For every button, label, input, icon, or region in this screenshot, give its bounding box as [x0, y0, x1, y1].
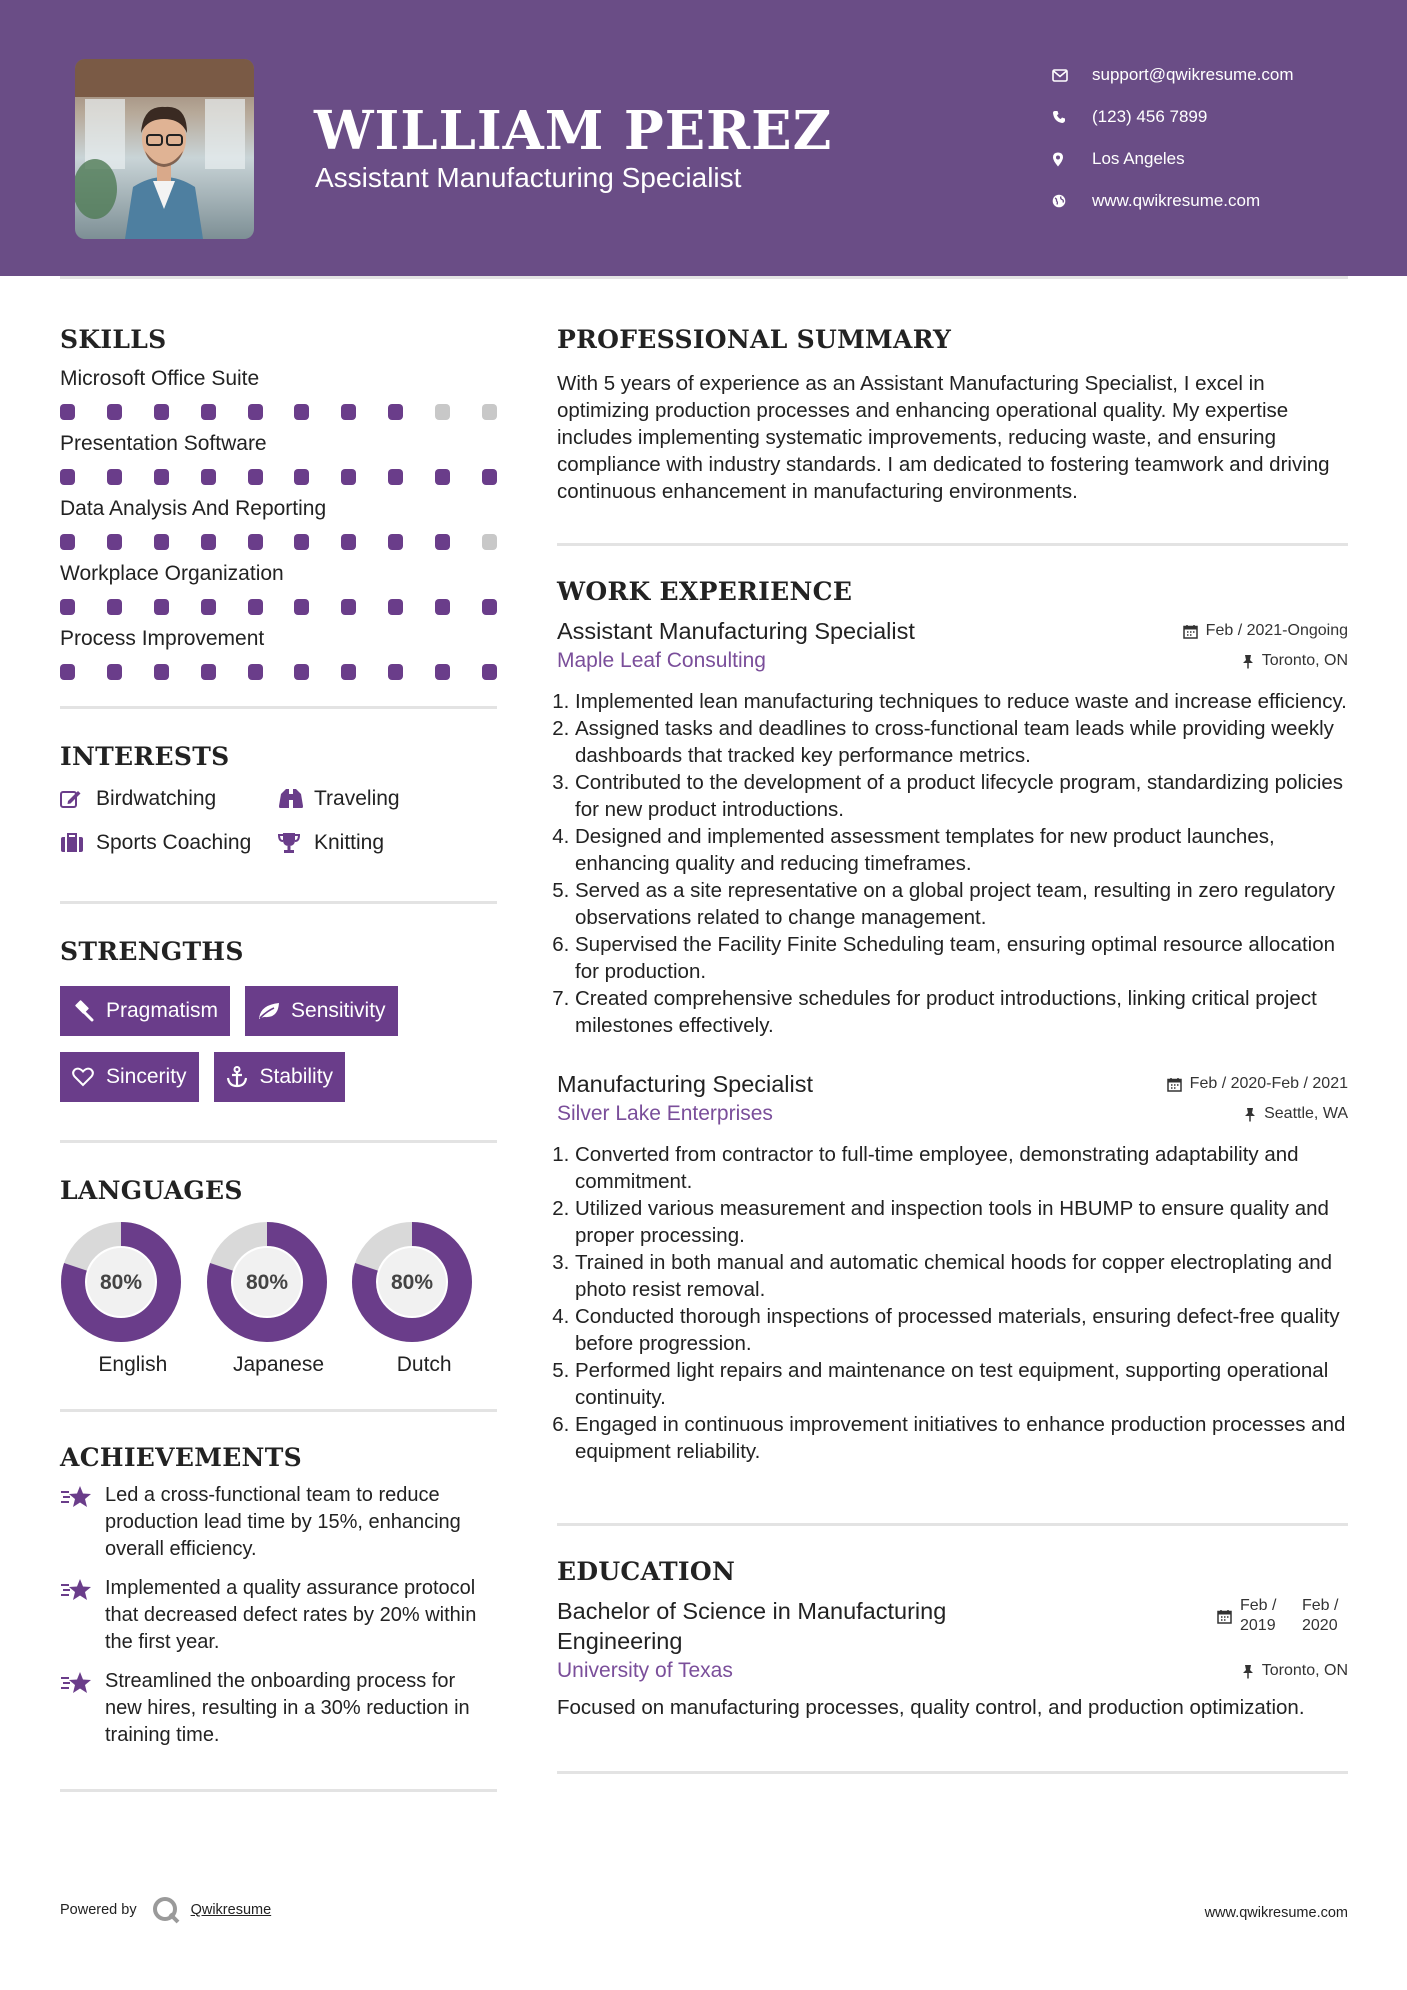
- duty-item: 3. Trained in both manual and automatic chemical hoods for copper electroplating and photo resist removal.: [575, 1249, 1348, 1303]
- school-name: University of Texas: [557, 1659, 733, 1682]
- interest-item: [278, 785, 478, 813]
- education-date-start: Feb / 2019: [1240, 1597, 1277, 1634]
- skill-dot: [435, 599, 450, 615]
- skill-dot: [482, 664, 497, 680]
- job-location-text: Toronto, ON: [1261, 652, 1348, 669]
- achievements-section: [60, 1438, 497, 1749]
- strength-label: Stability: [259, 1065, 334, 1088]
- skill-dot: [201, 664, 216, 680]
- strengths-heading: STRENGTHS: [60, 937, 244, 966]
- skill-dot: [388, 404, 403, 420]
- star-icon: [60, 1668, 105, 1749]
- interests-heading: INTERESTS: [60, 742, 230, 771]
- skill-dot: [388, 469, 403, 485]
- job-dates-text: Feb / 2020-Feb / 2021: [1189, 1075, 1348, 1092]
- skill-dot: [435, 664, 450, 680]
- experience-section: [557, 572, 1348, 1465]
- achievement-text: Led a cross-functional team to reduce production lead time by 15%, enhancing overall efficiency.: [105, 1484, 461, 1560]
- language-name: Dutch: [396, 1353, 452, 1376]
- interests-section: [60, 737, 497, 857]
- footer-powered: [60, 1895, 271, 1925]
- skill-dot: [201, 404, 216, 420]
- duty-item: 1. Converted from contractor to full-time employee, demonstrating adaptability and commitment.: [575, 1141, 1348, 1195]
- skill-dot: [107, 534, 122, 550]
- skill-dot: [201, 469, 216, 485]
- skill-dot: [107, 599, 122, 615]
- job-dates: [1183, 616, 1348, 646]
- skill-dot: [388, 664, 403, 680]
- skill-dot: [60, 404, 75, 420]
- duty-item: 5. Served as a site representative on a global project team, resulting in zero regulatory observations related to change management.: [575, 877, 1348, 931]
- skill-rating: [60, 599, 497, 615]
- duty-item: 4. Designed and implemented assessment templates for new product launches, enhancing quality and reducing timeframes.: [575, 823, 1348, 877]
- summary-text: With 5 years of experience as an Assistant Manufacturing Specialist, I excel in optimizing production processes and enhancing operational quality. My expertise includes implementing systematic improvements, reducing waste, and ensuring compliance with industry standards. I am dedicated to fostering teamwork and driving continuous enhancement in manufacturing environments.: [557, 372, 1330, 503]
- pushpin-icon: [1242, 654, 1254, 669]
- pushpin-icon: [1244, 1107, 1256, 1122]
- education-description: Focused on manufacturing processes, quality control, and production optimization.: [557, 1696, 1305, 1719]
- interest-label: Knitting: [314, 831, 385, 854]
- job-dates: [1167, 1069, 1348, 1099]
- leaf-icon: [257, 1001, 291, 1021]
- skill-name: Workplace Organization: [60, 562, 284, 585]
- section-divider: [60, 901, 497, 904]
- strengths-section: [60, 932, 497, 1102]
- qwikresume-logo-icon: [151, 1895, 181, 1925]
- skill-dot: [107, 404, 122, 420]
- skill-dot: [248, 664, 263, 680]
- summary-heading: PROFESSIONAL SUMMARY: [557, 325, 952, 354]
- language-name: English: [98, 1353, 168, 1376]
- skill-dot: [294, 469, 309, 485]
- skill-dot: [294, 404, 309, 420]
- achievement-item: [60, 1668, 497, 1749]
- duty-item: 6. Supervised the Facility Finite Scheduling team, ensuring optimal resource allocation for production.: [575, 931, 1348, 985]
- skill-dot: [435, 404, 450, 420]
- language-ring: [351, 1221, 473, 1343]
- interest-label: Traveling: [314, 787, 400, 810]
- education-heading: EDUCATION: [557, 1557, 736, 1586]
- section-divider: [557, 1771, 1348, 1774]
- section-divider: [60, 1140, 497, 1143]
- map-pin-icon: [1050, 152, 1092, 167]
- contact-website-text: www.qwikresume.com: [1092, 191, 1261, 210]
- skill-dot: [482, 534, 497, 550]
- powered-by-label: Powered by: [60, 1902, 137, 1918]
- briefcase-icon: [60, 833, 96, 853]
- skill-dot: [154, 534, 169, 550]
- star-icon: [60, 1575, 105, 1656]
- language-name: Japanese: [232, 1353, 325, 1376]
- skill-dot: [60, 599, 75, 615]
- skill-dot: [341, 404, 356, 420]
- footer-url[interactable]: www.qwikresume.com: [1204, 1905, 1348, 1921]
- contact-list: [1050, 54, 1370, 222]
- job-duties: [557, 1141, 1348, 1465]
- education-location-text: Toronto, ON: [1261, 1662, 1348, 1679]
- interest-item: [60, 785, 278, 813]
- skill-dot: [294, 599, 309, 615]
- skill-dot: [482, 469, 497, 485]
- calendar-icon: [1183, 624, 1198, 639]
- language-ring: [206, 1221, 328, 1343]
- language-percent: 80%: [391, 1271, 434, 1294]
- job-title: Manufacturing Specialist: [557, 1071, 814, 1097]
- star-icon: [60, 1482, 105, 1563]
- skill-dot: [248, 534, 263, 550]
- contact-email-text: support@qwikresume.com: [1092, 65, 1294, 84]
- duty-item: 3. Contributed to the development of a product lifecycle program, standardizing policies for new product introductions.: [575, 769, 1348, 823]
- section-divider: [60, 1789, 497, 1792]
- strength-tag: [60, 1052, 199, 1102]
- globe-icon: [1050, 194, 1092, 208]
- skill-dot: [201, 534, 216, 550]
- duty-item: 2. Utilized various measurement and inspection tools in HBUMP to ensure quality and proper processing.: [575, 1195, 1348, 1249]
- language-item: [351, 1221, 497, 1379]
- duty-item: 1. Implemented lean manufacturing techniques to reduce waste and increase efficiency.: [575, 688, 1348, 715]
- skill-dot: [341, 534, 356, 550]
- languages-list: [60, 1221, 497, 1379]
- interests-list: [60, 785, 497, 857]
- skill-dot: [107, 664, 122, 680]
- trophy-icon: [278, 832, 314, 854]
- job-entry: [557, 1069, 1348, 1465]
- interest-label: Birdwatching: [96, 787, 217, 810]
- job-location: [1242, 646, 1348, 676]
- languages-heading: LANGUAGES: [60, 1176, 243, 1205]
- skill-dot: [248, 469, 263, 485]
- contact-location: [1050, 138, 1370, 180]
- envelope-icon: [1050, 69, 1092, 82]
- job-company: Maple Leaf Consulting: [557, 649, 766, 672]
- calendar-icon: [1167, 1077, 1182, 1092]
- skill-dot: [107, 469, 122, 485]
- header-divider: [60, 276, 1348, 279]
- job-company: Silver Lake Enterprises: [557, 1102, 773, 1125]
- duty-item: 6. Engaged in continuous improvement initiatives to enhance production processes and equipment reliability.: [575, 1411, 1348, 1465]
- skill-rating: [60, 534, 497, 550]
- skill-dot: [435, 534, 450, 550]
- skill-dot: [201, 599, 216, 615]
- candidate-title: Assistant Manufacturing Specialist: [315, 162, 742, 193]
- language-ring: [60, 1221, 182, 1343]
- language-percent: 80%: [99, 1271, 143, 1294]
- job-entry: [557, 616, 1348, 1039]
- duty-item: 5. Performed light repairs and maintenance on test equipment, supporting operational continuity.: [575, 1357, 1348, 1411]
- pushpin-icon: [1242, 1664, 1254, 1679]
- right-column: [557, 320, 1348, 1774]
- job-duties: [557, 688, 1348, 1039]
- contact-email[interactable]: [1050, 54, 1370, 96]
- skill-name: Process Improvement: [60, 627, 265, 650]
- skills-heading: SKILLS: [60, 325, 167, 354]
- phone-icon: [1050, 110, 1092, 124]
- skill-dot: [482, 404, 497, 420]
- edit-icon: [60, 789, 96, 809]
- job-location-text: Seattle, WA: [1264, 1105, 1348, 1122]
- language-item: [60, 1221, 206, 1379]
- languages-section: [60, 1171, 497, 1379]
- brand-link[interactable]: Qwikresume: [190, 1902, 272, 1918]
- skills-section: [60, 320, 497, 680]
- achievement-item: [60, 1482, 497, 1563]
- contact-location-text: Los Angeles: [1092, 149, 1185, 168]
- skill-dot: [388, 599, 403, 615]
- interest-item: [60, 829, 278, 857]
- job-title: Assistant Manufacturing Specialist: [557, 618, 915, 644]
- strength-label: Sensitivity: [291, 999, 386, 1022]
- skill-dot: [435, 469, 450, 485]
- skill-dot: [154, 599, 169, 615]
- strength-label: Sincerity: [106, 1065, 187, 1088]
- education-location: [1242, 1656, 1348, 1686]
- job-location: [1244, 1099, 1348, 1129]
- skill-dot: [294, 534, 309, 550]
- duty-item: 2. Assigned tasks and deadlines to cross-functional team leads while providing weekly dashboards that tracked key performance metrics.: [575, 715, 1348, 769]
- achievements-heading: ACHIEVEMENTS: [60, 1443, 302, 1472]
- contact-website[interactable]: [1050, 180, 1370, 222]
- skill-rating: [60, 664, 497, 680]
- interest-label: Sports Coaching: [96, 831, 252, 854]
- gavel-icon: [72, 1000, 106, 1022]
- profile-photo: [75, 59, 254, 239]
- achievement-item: [60, 1575, 497, 1656]
- skill-dot: [341, 664, 356, 680]
- skill-dot: [294, 664, 309, 680]
- skill-name: Data Analysis And Reporting: [60, 497, 327, 520]
- skill-dot: [248, 404, 263, 420]
- skill-dot: [60, 534, 75, 550]
- strength-tag: [214, 1052, 346, 1102]
- summary-section: [557, 320, 1348, 505]
- section-divider: [557, 1523, 1348, 1526]
- anchor-icon: [226, 1066, 260, 1088]
- job-dates-text: Feb / 2021-Ongoing: [1205, 622, 1348, 639]
- skill-dot: [341, 599, 356, 615]
- skills-list: [60, 366, 497, 680]
- skill-rating: [60, 404, 497, 420]
- skill-name: Microsoft Office Suite: [60, 367, 260, 390]
- language-percent: 80%: [245, 1271, 288, 1294]
- skill-dot: [482, 599, 497, 615]
- skill-dot: [154, 664, 169, 680]
- section-divider: [557, 543, 1348, 546]
- strength-tag: [245, 986, 398, 1036]
- skill-dot: [60, 664, 75, 680]
- binoculars-icon: [278, 788, 314, 810]
- language-item: [206, 1221, 352, 1379]
- skill-dot: [341, 469, 356, 485]
- skill-rating: [60, 469, 497, 485]
- calendar-icon: [1217, 1609, 1232, 1624]
- skill-name: Presentation Software: [60, 432, 267, 455]
- education-date-end: Feb / 2020: [1302, 1597, 1339, 1634]
- section-divider: [60, 1409, 497, 1412]
- section-divider: [60, 706, 497, 709]
- header-banner: [0, 0, 1407, 276]
- strength-label: Pragmatism: [106, 999, 219, 1022]
- contact-phone-text: (123) 456 7899: [1092, 107, 1208, 126]
- heart-icon: [72, 1067, 106, 1087]
- duty-item: 4. Conducted thorough inspections of processed materials, ensuring defect-free quality before progression.: [575, 1303, 1348, 1357]
- skill-dot: [388, 534, 403, 550]
- degree-title: Bachelor of Science in Manufacturing Engineering: [557, 1598, 947, 1654]
- skill-dot: [60, 469, 75, 485]
- skill-dot: [154, 469, 169, 485]
- achievement-text: Implemented a quality assurance protocol that decreased defect rates by 20% within the first year.: [105, 1577, 477, 1653]
- contact-phone[interactable]: [1050, 96, 1370, 138]
- achievement-text: Streamlined the onboarding process for new hires, resulting in a 30% reduction in training time.: [105, 1670, 470, 1746]
- strengths-list: [60, 986, 497, 1102]
- education-section: [557, 1552, 1348, 1721]
- candidate-name: WILLIAM PEREZ: [314, 100, 833, 162]
- duty-item: 7. Created comprehensive schedules for product introductions, linking critical project milestones effectively.: [575, 985, 1348, 1039]
- skill-dot: [248, 599, 263, 615]
- experience-heading: WORK EXPERIENCE: [557, 577, 853, 606]
- education-dates: [1217, 1596, 1348, 1636]
- skill-dot: [154, 404, 169, 420]
- interest-item: [278, 829, 478, 857]
- left-column: [60, 320, 497, 1792]
- strength-tag: [60, 986, 230, 1036]
